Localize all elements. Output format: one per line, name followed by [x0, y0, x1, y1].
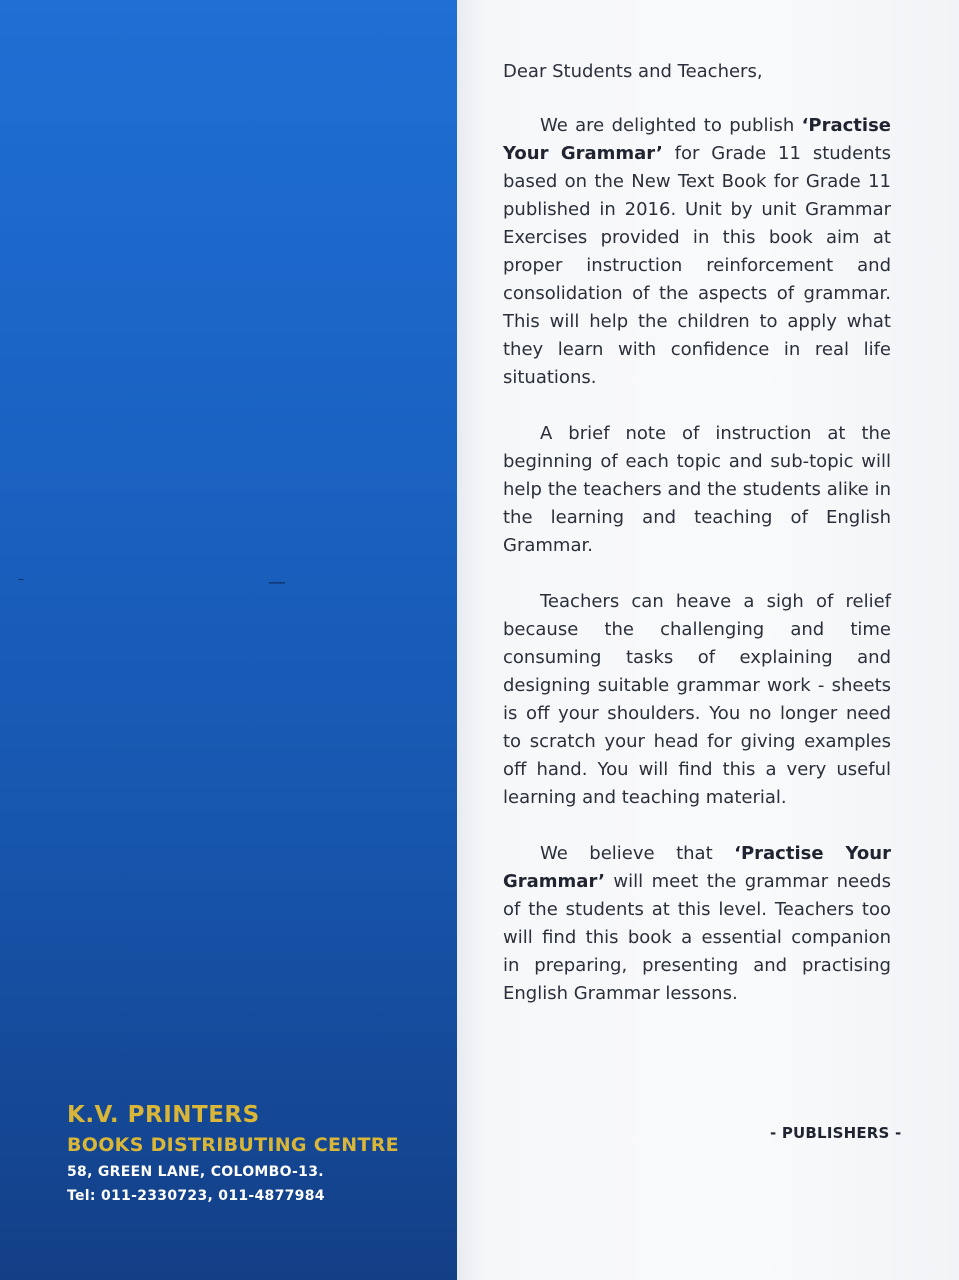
blue-cover-panel — [0, 0, 457, 1280]
printer-address: 58, GREEN LANE, COLOMBO-13. — [67, 1164, 324, 1180]
publishers-signature: - PUBLISHERS - — [770, 1124, 902, 1142]
paragraph-text: will meet the grammar needs of the students at this level. Teachers too will find this book a essential companion in preparing, presenting and practising English Grammar lessons. — [503, 871, 891, 1004]
printer-imprint — [67, 1100, 447, 1208]
distributing-centre: BOOKS DISTRIBUTING CENTRE — [67, 1134, 399, 1156]
printer-telephone: Tel: 011-2330723, 011-4877984 — [67, 1188, 325, 1204]
letter-paragraph-3: Teachers can heave a sigh of relief because the challenging and time consuming tasks of explaining and designing suitable grammar work - sheets is off your shoulders. You no longer need to scratch your head for giving examples off hand. You will find this a very useful learning and teaching material. — [503, 591, 891, 808]
letter-greeting: Dear Students and Teachers, — [503, 61, 763, 82]
printer-name: K.V. PRINTERS — [67, 1102, 260, 1128]
letter-paragraph-4 — [503, 840, 891, 1008]
print-speck: – — [18, 572, 24, 586]
publisher-letter — [503, 58, 891, 1036]
book-title: ‘Practise Your Grammar’ — [503, 843, 891, 892]
print-speck: — — [268, 572, 286, 593]
book-title: ‘Practise Your Grammar’ — [503, 115, 891, 164]
paragraph-text: We are delighted to publish — [540, 115, 802, 136]
paragraph-text: We believe that — [540, 843, 735, 864]
letter-paragraph-2: A brief note of instruction at the beginning of each topic and sub-topic will help the teachers and the students alike in the learning and teaching of English Grammar. — [503, 423, 891, 556]
paragraph-text: for Grade 11 students based on the New Text Book for Grade 11 published in 2016. Unit by unit Grammar Exercises provided in this book aim at proper instruction reinforcement and consolidation of the aspects of grammar. This will help the children to apply what they learn with confidence in real life situations. — [503, 143, 892, 388]
letter-paragraph-1 — [503, 112, 891, 392]
